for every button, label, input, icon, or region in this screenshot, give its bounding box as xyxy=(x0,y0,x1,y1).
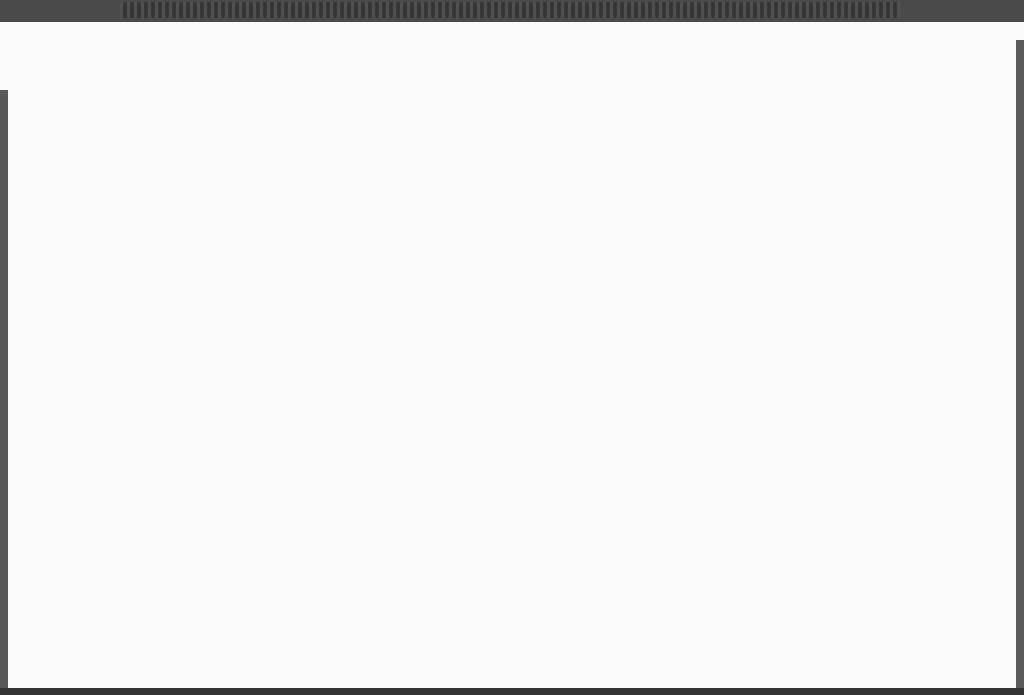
scan-bottom-border xyxy=(0,688,1024,695)
